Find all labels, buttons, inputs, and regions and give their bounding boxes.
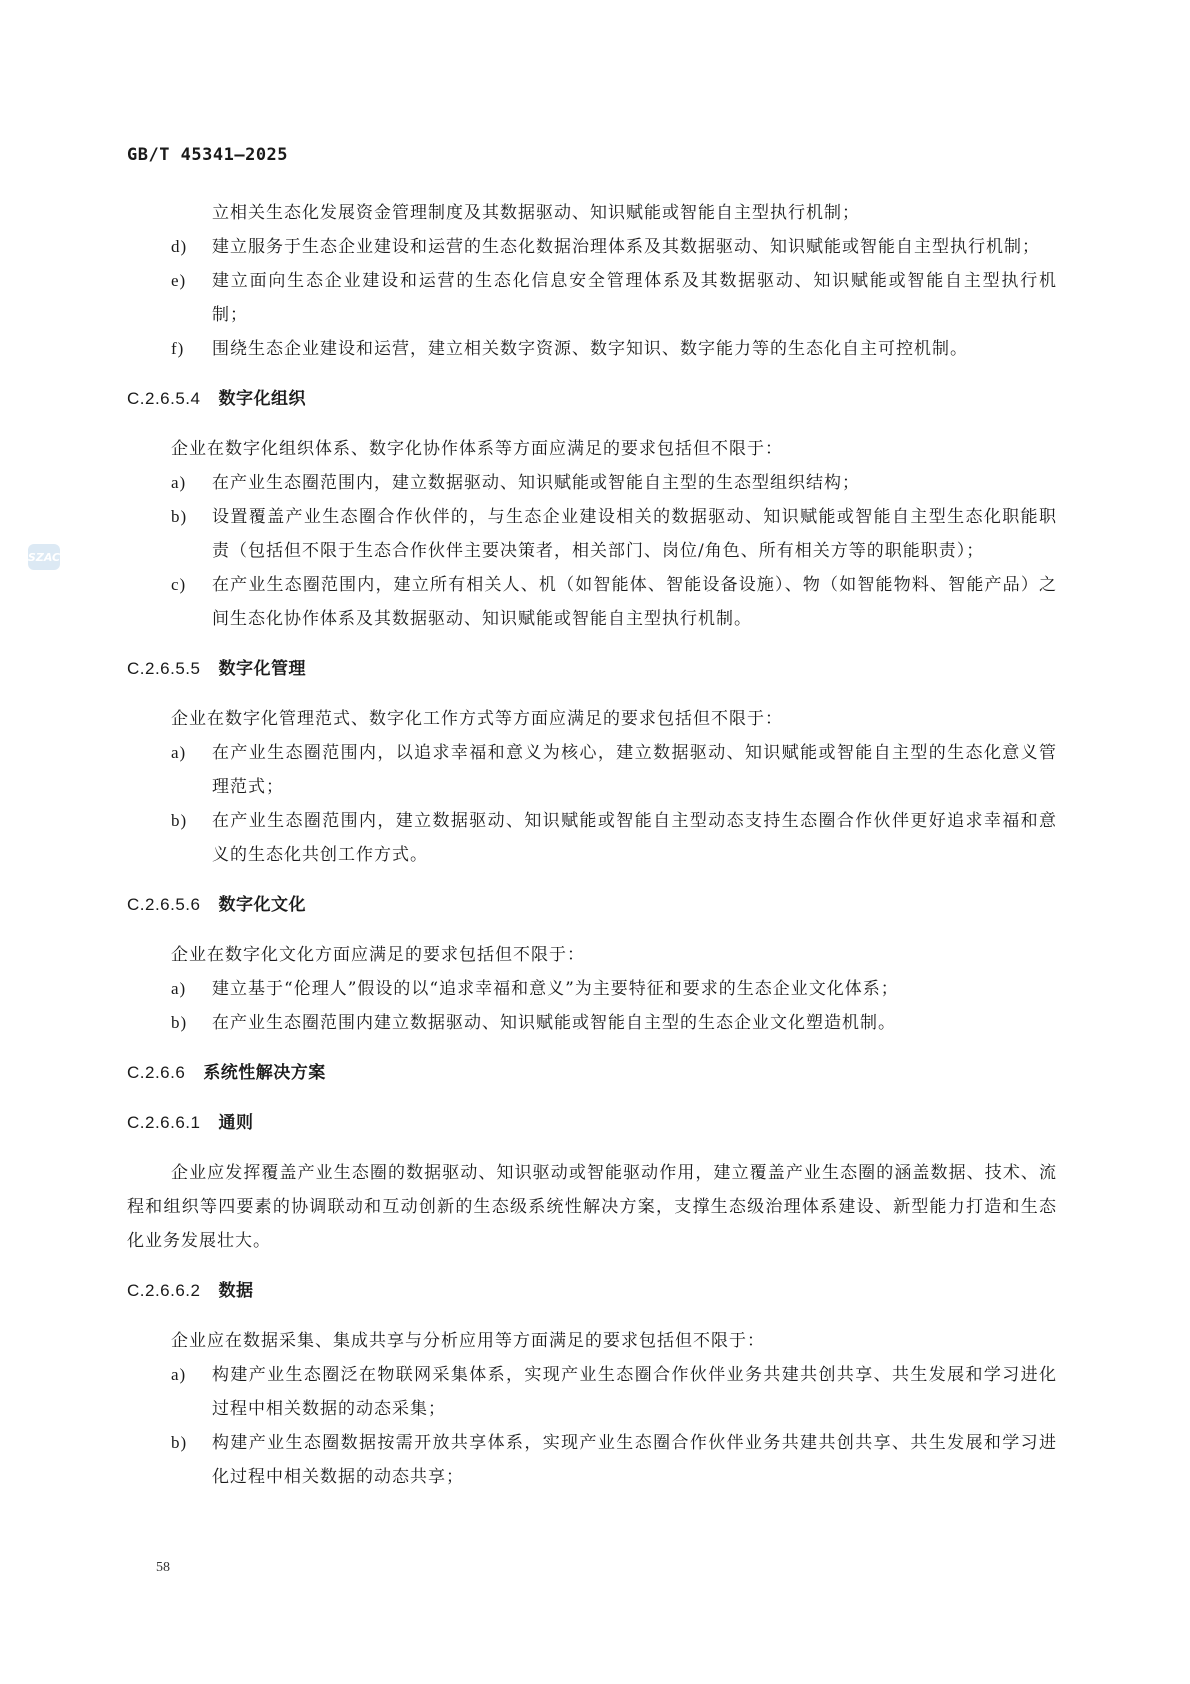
paragraph: 企业在数字化管理范式、数字化工作方式等方面应满足的要求包括但不限于： <box>171 709 783 729</box>
list-item-text: 在产业生态圈范围内，建立数据驱动、知识赋能或智能自主型的生态型组织结构； <box>212 473 860 493</box>
list-item-a <box>127 1358 1057 1426</box>
page-number: 58 <box>156 1560 170 1575</box>
list-item-text: 在产业生态圈范围内建立数据驱动、知识赋能或智能自主型的生态企业文化塑造机制。 <box>212 1013 896 1033</box>
watermark-logo: SZAC <box>28 544 60 570</box>
list-item-text: 建立基于“伦理人”假设的以“追求幸福和意义”为主要特征和要求的生态企业文化体系； <box>212 979 899 999</box>
list-item-c <box>127 568 1057 636</box>
section-title: 数字化文化 <box>218 895 306 915</box>
list-marker: b) <box>171 507 188 526</box>
section-heading <box>127 382 1057 416</box>
section-title: 通则 <box>218 1113 254 1133</box>
list-item-b <box>127 1426 1057 1494</box>
paragraph: 企业应在数据采集、集成共享与分析应用等方面满足的要求包括但不限于： <box>171 1331 765 1351</box>
section-number: C.2.6.5.4 <box>127 389 201 408</box>
paragraph: 企业应发挥覆盖产业生态圈的数据驱动、知识驱动或智能驱动作用，建立覆盖产业生态圈的涵盖数据、技术、流程和组织等四要素的协调联动和互动创新的生态级系统性解决方案，支撑生态级治理体系建设、新型能力打造和生态化业务发展壮大。 <box>127 1163 1057 1251</box>
section-title: 系统性解决方案 <box>203 1063 326 1083</box>
list-item-text: 建立服务于生态企业建设和运营的生态化数据治理体系及其数据驱动、知识赋能或智能自主型执行机制； <box>212 237 1040 257</box>
list-item-a <box>127 466 1057 500</box>
list-item-a <box>127 736 1057 804</box>
section-number: C.2.6.5.6 <box>127 895 201 914</box>
continuation-text: 立相关生态化发展资金管理制度及其数据驱动、知识赋能或智能自主型执行机制； <box>212 203 860 223</box>
list-item-a <box>127 972 1057 1006</box>
page-content <box>127 196 1057 1494</box>
section-number: C.2.6.6.2 <box>127 1281 201 1300</box>
section-number: C.2.6.6 <box>127 1063 186 1082</box>
section-heading <box>127 652 1057 686</box>
list-marker: a) <box>171 979 187 998</box>
list-item-text: 设置覆盖产业生态圈合作伙伴的，与生态企业建设相关的数据驱动、知识赋能或智能自主型生态化职能职责（包括但不限于生态合作伙伴主要决策者，相关部门、岗位/角色、所有相关方等的职能职责）； <box>212 507 1057 561</box>
section-heading <box>127 888 1057 922</box>
section-heading <box>127 1274 1057 1308</box>
list-item-text: 在产业生态圈范围内，建立数据驱动、知识赋能或智能自主型动态支持生态圈合作伙伴更好追求幸福和意义的生态化共创工作方式。 <box>212 811 1057 865</box>
list-item-b <box>127 500 1057 568</box>
list-marker: b) <box>171 1433 188 1452</box>
paragraph: 企业在数字化组织体系、数字化协作体系等方面应满足的要求包括但不限于： <box>171 439 783 459</box>
list-item-b <box>127 804 1057 872</box>
list-item-text: 建立面向生态企业建设和运营的生态化信息安全管理体系及其数据驱动、知识赋能或智能自主型执行机制； <box>212 271 1057 325</box>
list-marker: a) <box>171 743 187 762</box>
section-title: 数字化管理 <box>218 659 306 679</box>
document-code: GB/T 45341—2025 <box>127 145 289 165</box>
list-marker: c) <box>171 575 187 594</box>
list-marker: f) <box>171 339 185 358</box>
paragraph: 企业在数字化文化方面应满足的要求包括但不限于： <box>171 945 585 965</box>
section-heading <box>127 1056 1057 1090</box>
section-title: 数据 <box>218 1281 254 1301</box>
section-number: C.2.6.5.5 <box>127 659 201 678</box>
list-item-f <box>127 332 1057 366</box>
list-item-e <box>127 264 1057 332</box>
list-item-b <box>127 1006 1057 1040</box>
list-item-text: 构建产业生态圈数据按需开放共享体系，实现产业生态圈合作伙伴业务共建共创共享、共生发展和学习进化过程中相关数据的动态共享； <box>212 1433 1057 1487</box>
section-heading <box>127 1106 1057 1140</box>
section-number: C.2.6.6.1 <box>127 1113 201 1132</box>
list-item-text: 构建产业生态圈泛在物联网采集体系，实现产业生态圈合作伙伴业务共建共创共享、共生发展和学习进化过程中相关数据的动态采集； <box>212 1365 1057 1419</box>
list-item-text: 在产业生态圈范围内，以追求幸福和意义为核心，建立数据驱动、知识赋能或智能自主型的生态化意义管理范式； <box>212 743 1057 797</box>
list-marker: a) <box>171 473 187 492</box>
list-item-d <box>127 230 1057 264</box>
list-marker: b) <box>171 811 188 830</box>
list-marker: b) <box>171 1013 188 1032</box>
section-title: 数字化组织 <box>218 389 306 409</box>
list-item-text: 在产业生态圈范围内，建立所有相关人、机（如智能体、智能设备设施）、物（如智能物料、智能产品）之间生态化协作体系及其数据驱动、知识赋能或智能自主型执行机制。 <box>212 575 1057 629</box>
list-marker: a) <box>171 1365 187 1384</box>
list-marker: e) <box>171 271 187 290</box>
list-item-text: 围绕生态企业建设和运营，建立相关数字资源、数字知识、数字能力等的生态化自主可控机制。 <box>212 339 968 359</box>
list-marker: d) <box>171 237 188 256</box>
